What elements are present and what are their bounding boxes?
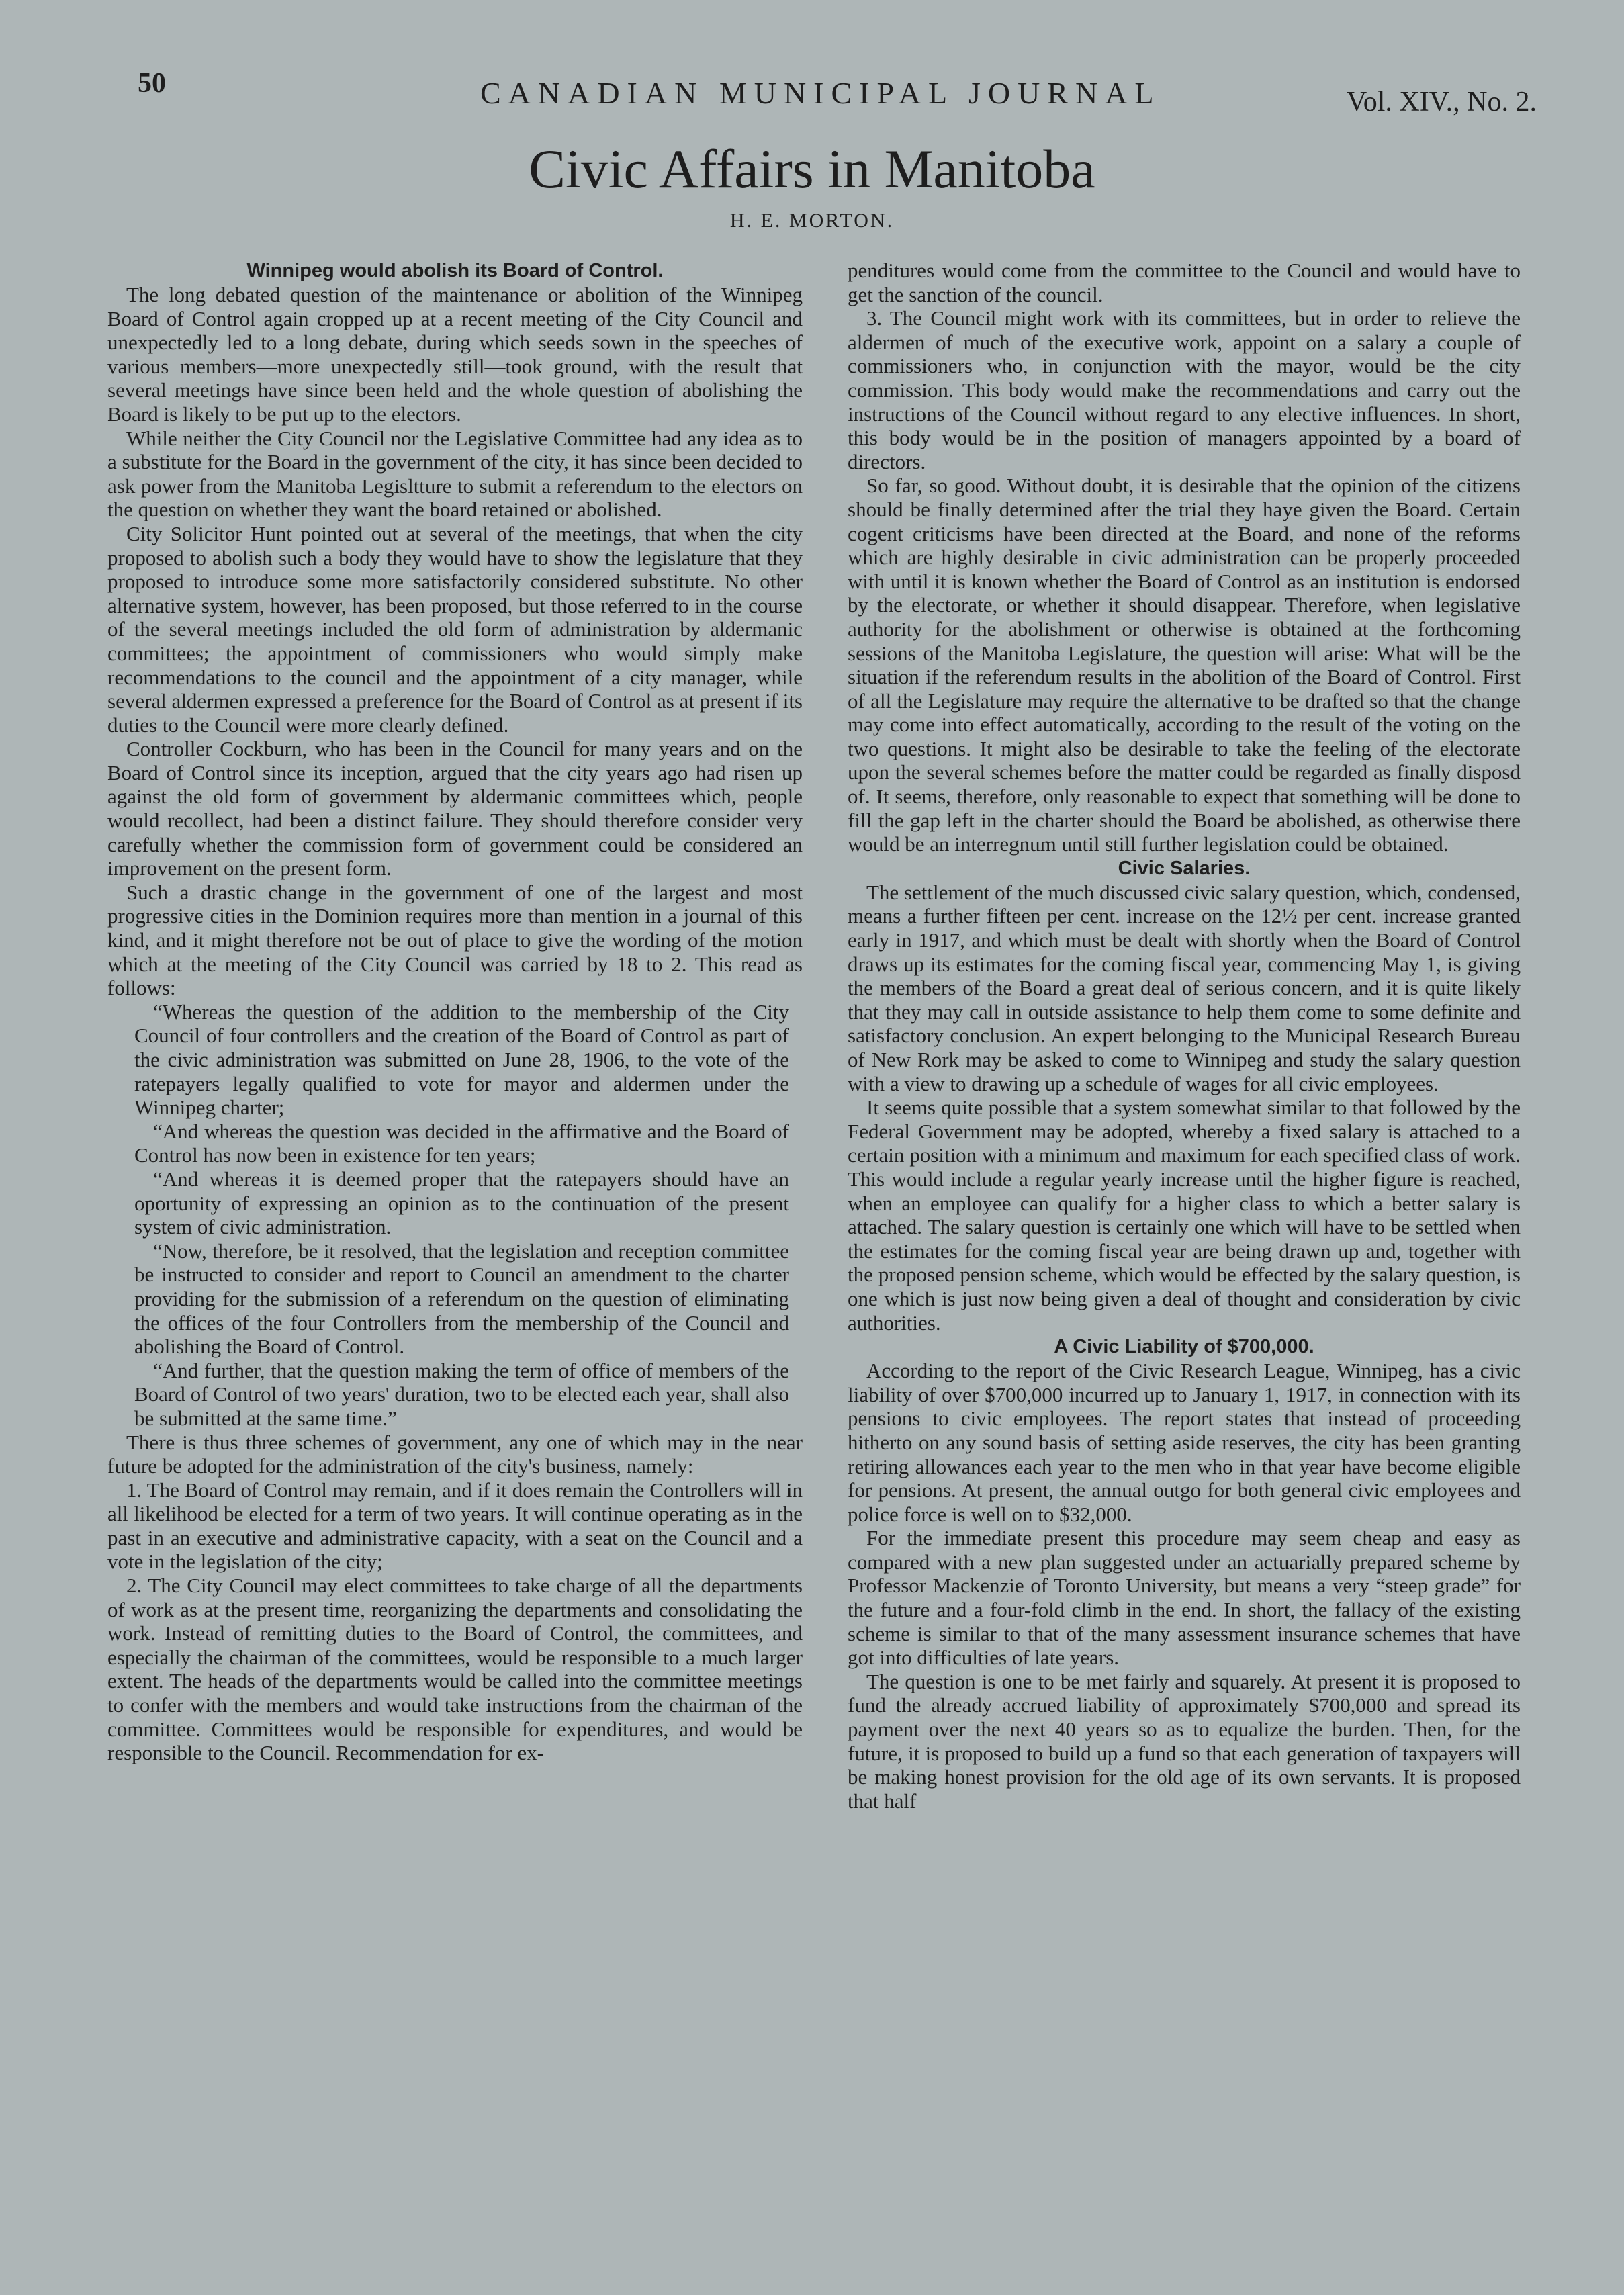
motion-quote: “Now, therefore, be it resolved, that the legislation and reception committee be instructed to consider and report to Council an amendment to the charter providing for the submission of a referendum on the question of eliminating the offices of the four Controllers from the membership of the Council and abolishing the Board of Control.: [134, 1239, 789, 1359]
paragraph: The long debated question of the maintenance or abolition of the Winnipeg Board of Control again cropped up at a recent meeting of the City Council and unexpectedly led to a long debate, during which seeds sown in the speeches of various members—more unexpectedly still—took ground, with the result that several meetings have since been held and the whole question of abolishing the Board is likely to be put up to the electors.: [107, 283, 803, 426]
paragraph: It seems quite possible that a system somewhat similar to that followed by the Federal Government may be adopted, whereby a fixed salary is attached to a certain position with a minimum and maximum for each specified class of work. This would include a regular yearly increase until the higher figure is reached, when an employee can qualify for a higher class to which a better salary is attached. The salary question is certainly one which will have to be settled when the estimates for the coming fiscal year are being drawn up and, together with the proposed pension scheme, which would be effected by the salary question, is one which is just now being given a deal of thought and consideration by civic authorities.: [848, 1095, 1521, 1335]
right-column: [848, 259, 1521, 2240]
section-heading-board-of-control: Winnipeg would abolish its Board of Control.: [246, 260, 664, 281]
paragraph: The question is one to be met fairly and squarely. At present it is proposed to fund the already accrued liability of approximately $700,000 and spread its payment over the next 40 years so as to equalize the burden. Then, for the future, it is proposed to build up a fund so that each generation of taxpayers will be making honest provision for the old age of its own servants. It is proposed that half: [848, 1669, 1521, 1813]
paragraph: According to the report of the Civic Research League, Winnipeg, has a civic liability of over $700,000 incurred up to January 1, 1917, in connection with its pensions to civic employees. The report states that instead of proceeding hitherto on any sound basis of setting aside reserves, the city has been granting retiring allowances each year to the men who in that year have become eligible for pensions. At present, the annual outgo for both general civic employees and police force is well on to $32,000.: [848, 1359, 1521, 1526]
paragraph: City Solicitor Hunt pointed out at several of the meetings, that when the city proposed to abolish such a body they would have to show the legislature that they proposed to introduce some more satisfactorily considered substitute. No other alternative system, however, has been proposed, but those referred to in the course of the several meetings included the old form of administration by aldermanic committees; the appointment of commissioners who would simply make recommendations to the council and the appointment of a city manager, while several aldermen expressed a preference for the Board of Control as at present if its duties to the Council were more clearly defined.: [107, 521, 803, 737]
paragraph: While neither the City Council nor the Legislative Committee had any idea as to a substitute for the Board in the government of the city, it has since been decided to ask power from the Manitoba Legisltture to submit a referendum to the electors on the question on whether they want the board retained or abolished.: [107, 426, 803, 522]
paragraph: The settlement of the much discussed civic salary question, which, condensed, means a further fifteen per cent. increase on the 12½ per cent. increase granted early in 1917, and which must be dealt with shortly when the Board of Control draws up its estimates for the coming fiscal year, commencing May 1, is giving the members of the Board a great deal of serious concern, and it is quite likely that they may call in outside assistance to help them come to some definite and satisfactory conclusion. An expert belonging to the Municipal Research Bureau of New Rork may be asked to come to Winnipeg and study the salary question with a view to drawing up a schedule of wages for all civic employees.: [848, 880, 1521, 1095]
paragraph: For the immediate present this procedure may seem cheap and easy as compared with a new plan suggested under an actuarially prepared scheme by Professor Mackenzie of Toronto University, but means a very “steep grade” for the future and a four-fold climb in the end. In short, the fallacy of the existing scheme is similar to that of the many assessment insurance schemes that have got into difficulties of late years.: [848, 1526, 1521, 1670]
section-heading-civic-salaries: Civic Salaries.: [1118, 857, 1251, 879]
page-number: 50: [138, 68, 166, 99]
left-column: [107, 259, 803, 2240]
paragraph: Controller Cockburn, who has been in the Council for many years and on the Board of Control since its inception, argued that the city years ago had risen up against the old form of government by aldermanic committees which, people would recollect, had been a distinct failure. They should therefore consider very carefully whether the commission form of government could be considered an improvement on the present form.: [107, 737, 803, 881]
paragraph: There is thus three schemes of government, any one of which may in the near future be adopted for the administration of the city's business, namely:: [107, 1430, 803, 1478]
motion-quote: “And whereas it is deemed proper that the ratepayers should have an oportunity of expressing an opinion as to the continuation of the present system of civic administration.: [134, 1167, 789, 1239]
paragraph: Such a drastic change in the government of one of the largest and most progressive cities in the Dominion requires more than mention in a journal of this kind, and it might therefore not be out of place to give the wording of the motion which at the meeting of the City Council was carried by 18 to 2. This read as follows:: [107, 880, 803, 1000]
paragraph: So far, so good. Without doubt, it is desirable that the opinion of the citizens should be finally determined after the trial they haye given the Board. Certain cogent criticisms have been directed at the Board, and none of the reforms which are highly desirable in civic administration can be properly proceeded with until it is known whether the Board of Control as an institution is endorsed by the electorate, or whether it should disappear. Therefore, when legislative authority for the abolishment or otherwise is obtained at the forthcoming sessions of the Manitoba Legislature, the question will arise: What will be the situation if the referendum results in the abolition of the Board of Control. First of all the Legislature may require the alternative to be drafted so that the change may come into effect automatically, according to the result of the voting on the two questions. It might also be desirable to take the feeling of the electorate upon the several schemes before the matter could be regarded as finally disposd of. It seems, therefore, only reasonable to expect that something will be done to fill the gap left in the charter should the Board be abolished, as otherwise there would be an interregnum until still further legislation could be obtained.: [848, 474, 1521, 856]
paragraph-continued: penditures would come from the committee to the Council and would have to get the sanction of the council.: [848, 259, 1521, 306]
motion-quote: “And further, that the question making the term of office of members of the Board of Control of two years' duration, two to be elected each year, shall also be submitted at the same time.”: [134, 1358, 789, 1430]
journal-title: CANADIAN MUNICIPAL JOURNAL: [480, 76, 1161, 110]
article-title: Civic Affairs in Manitoba: [529, 138, 1095, 199]
motion-quote: “Whereas the question of the addition to the membership of the City Council of four controllers and the creation of the Board of Control as part of the civic administration was submitted on June 28, 1906, to the vote of the ratepayers legally qualified to vote for mayor and aldermen under the Winnipeg charter;: [134, 999, 789, 1120]
scheme-item: 1. The Board of Control may remain, and if it does remain the Controllers will in all likelihood be elected for a term of two years. It will continue operating as in the past in an executive and administrative capacity, with a seat on the Council and a vote in the legislation of the city;: [107, 1478, 803, 1574]
section-heading-civic-liability: A Civic Liability of $700,000.: [1054, 1336, 1314, 1358]
scheme-item: 2. The City Council may elect committees to take charge of all the departments of work as at the present time, reorganizing the departments and consolidating the work. Instead of remitting duties to the Board of Control, the committees, and especially the chairman of the committees, would be responsible to a much larger extent. The heads of the departments would be called into the committee meetings to confer with the members and would take instructions from the chairman of the committee. Committees would be responsible for expenditures, and would be responsible to the Council. Recommendation for ex-: [107, 1574, 803, 1765]
article-author: H. E. MORTON.: [729, 210, 895, 232]
motion-quote: “And whereas the question was decided in the affirmative and the Board of Control has now been in existence for ten years;: [134, 1119, 789, 1167]
volume-issue: Vol. XIV., No. 2.: [1346, 87, 1537, 118]
scheme-item: 3. The Council might work with its committees, but in order to relieve the aldermen of much of the executive work, appoint on a salary a couple of commissioners who, in conjunction with the mayor, would be the city commission. This body would make the recommendations and carry out the instructions of the Council without regard to any elective influences. In short, this body would be in the position of managers appointed by a board of directors.: [848, 306, 1521, 474]
